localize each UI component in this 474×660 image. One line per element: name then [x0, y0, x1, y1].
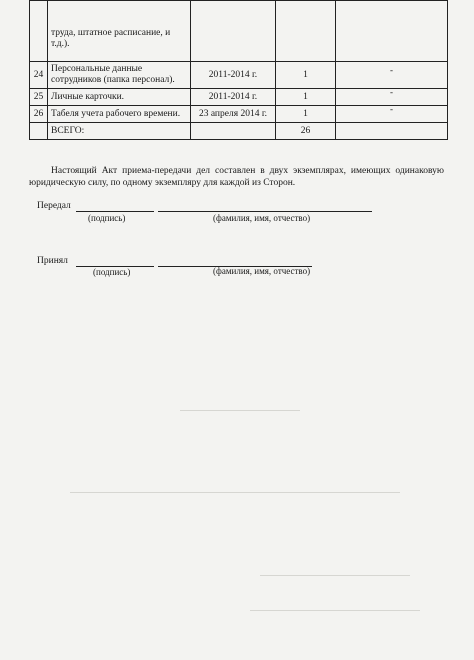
transferred-signature-line [76, 211, 154, 212]
cell-name: Личные карточки. [48, 89, 191, 106]
cell-date: 23 апреля 2014 г. [191, 106, 276, 123]
cell-name: Персональные данные сотрудников (папка персонал). [48, 62, 191, 89]
copies-paragraph: Настоящий Акт приема-передачи дел составлен в двух экземплярах, имеющих одинаковую юридическую силу, по одному экземпляру для каждой из Сторон. [29, 165, 444, 188]
table-row-total [30, 123, 448, 140]
cell-name: ВСЕГО: [48, 123, 191, 140]
transferred-label: Передал [37, 201, 71, 211]
cell-note: - [390, 65, 393, 75]
transferred-name-line [158, 211, 372, 212]
cell-num: 26 [30, 106, 48, 123]
cell-num: 25 [30, 89, 48, 106]
table-row [30, 89, 448, 106]
received-signature-caption: (подпись) [93, 267, 131, 277]
bleed-through-line [260, 575, 410, 576]
cell-note [336, 123, 448, 140]
table-row [30, 1, 448, 62]
cell-note: - [390, 104, 393, 114]
cell-date [191, 1, 276, 62]
received-name-caption: (фамилия, имя, отчество) [213, 266, 311, 276]
table-row [30, 62, 448, 89]
cell-qty: 26 [276, 123, 336, 140]
cell-num: 24 [30, 62, 48, 89]
transferred-name-caption: (фамилия, имя, отчество) [213, 213, 311, 223]
cell-qty: 1 [276, 62, 336, 89]
cell-date [191, 123, 276, 140]
bleed-through-line [180, 410, 300, 411]
transferred-signature-caption: (подпись) [88, 213, 126, 223]
cell-qty [276, 1, 336, 62]
cell-note [336, 1, 448, 62]
table-row [30, 106, 448, 123]
cell-date: 2011-2014 г. [191, 89, 276, 106]
bleed-through-line [70, 492, 400, 493]
cell-name: труда, штатное расписание, и т.д.). [48, 1, 191, 62]
cell-note: - [390, 87, 393, 97]
cell-qty: 1 [276, 89, 336, 106]
transfer-table [29, 0, 448, 140]
bleed-through-line [250, 610, 420, 611]
cell-date: 2011-2014 г. [191, 62, 276, 89]
cell-num [30, 123, 48, 140]
cell-qty: 1 [276, 106, 336, 123]
received-label: Принял [37, 256, 68, 266]
cell-name: Табеля учета рабочего времени. [48, 106, 191, 123]
cell-num [30, 1, 48, 62]
